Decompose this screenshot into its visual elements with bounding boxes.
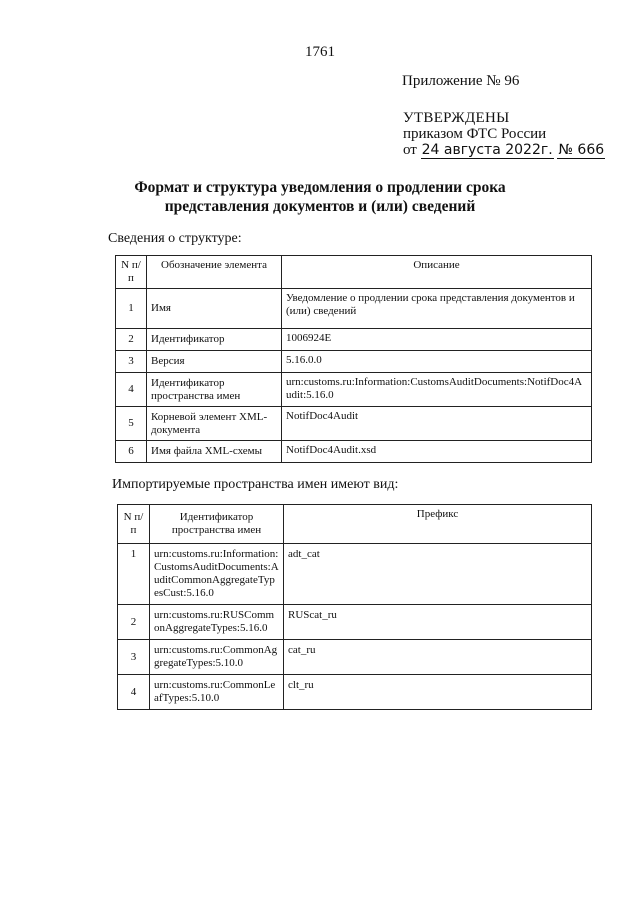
- table-row: [116, 441, 592, 463]
- namespace-prefix: cat_ru: [284, 640, 592, 675]
- element-description: NotifDoc4Audit.xsd: [282, 441, 592, 463]
- namespace-prefix: adt_cat: [284, 544, 592, 605]
- namespace-id: urn:customs.ru:Information:CustomsAuditDocuments:AuditCommonAggregateTypesCust:5.16.0: [150, 544, 284, 605]
- element-description: 5.16.0.0: [282, 351, 592, 373]
- order-number: № 666: [558, 142, 605, 158]
- namespace-id: urn:customs.ru:CommonLeafTypes:5.10.0: [150, 675, 284, 710]
- row-number: 6: [116, 441, 147, 463]
- namespace-prefix: clt_ru: [284, 675, 592, 710]
- row-number: 5: [116, 407, 147, 441]
- table-row: [116, 329, 592, 351]
- structure-heading: Сведения о структуре:: [108, 231, 242, 246]
- table-header-row: [118, 505, 592, 544]
- column-header: Обозначение элемента: [147, 256, 282, 289]
- row-number: 3: [118, 640, 150, 675]
- row-number: 2: [116, 329, 147, 351]
- row-number: 3: [116, 351, 147, 373]
- order-date: 24 августа 2022г.: [421, 142, 553, 158]
- row-number: 1: [118, 544, 150, 605]
- page-number: 1761: [305, 44, 335, 60]
- namespace-id: urn:customs.ru:CommonAggregateTypes:5.10.0: [150, 640, 284, 675]
- table-row: [116, 289, 592, 329]
- order-by-label: приказом ФТС России: [403, 126, 547, 142]
- element-description: Уведомление о продлении срока представления документов и (или) сведений: [282, 289, 592, 329]
- element-description: urn:customs.ru:Information:CustomsAuditDocuments:NotifDoc4Audit:5.16.0: [282, 373, 592, 407]
- document-title: Формат и структура уведомления о продлении срока представления документов и (или) сведений: [134, 179, 506, 215]
- table-row: [118, 544, 592, 605]
- element-name: Версия: [147, 351, 282, 373]
- namespace-prefix: RUScat_ru: [284, 605, 592, 640]
- order-date-line: [403, 142, 605, 159]
- table-row: [116, 373, 592, 407]
- namespaces-heading: Импортируемые пространства имен имеют вид:: [112, 477, 399, 492]
- row-number: 4: [116, 373, 147, 407]
- table-row: [116, 351, 592, 373]
- row-number: 2: [118, 605, 150, 640]
- element-description: NotifDoc4Audit: [282, 407, 592, 441]
- element-name: Имя файла XML-схемы: [147, 441, 282, 463]
- namespace-id: urn:customs.ru:RUSCommonAggregateTypes:5.16.0: [150, 605, 284, 640]
- structure-table: [115, 255, 592, 463]
- namespaces-table: [117, 504, 592, 710]
- table-row: [118, 675, 592, 710]
- column-header: Префикс: [284, 505, 592, 544]
- table-row: [116, 407, 592, 441]
- table-row: [118, 640, 592, 675]
- table-row: [118, 605, 592, 640]
- column-header: N п/п: [118, 505, 150, 544]
- order-date-prefix: от: [403, 142, 417, 158]
- column-header: Идентификатор пространства имен: [150, 505, 284, 544]
- row-number: 4: [118, 675, 150, 710]
- element-name: Корневой элемент XML-документа: [147, 407, 282, 441]
- column-header: Описание: [282, 256, 592, 289]
- approved-label: УТВЕРЖДЕНЫ: [403, 110, 510, 126]
- table-header-row: [116, 256, 592, 289]
- row-number: 1: [116, 289, 147, 329]
- element-name: Идентификатор: [147, 329, 282, 351]
- element-name: Идентификатор пространства имен: [147, 373, 282, 407]
- element-description: 1006924E: [282, 329, 592, 351]
- element-name: Имя: [147, 289, 282, 329]
- appendix-label: Приложение № 96: [402, 73, 520, 89]
- column-header: N п/п: [116, 256, 147, 289]
